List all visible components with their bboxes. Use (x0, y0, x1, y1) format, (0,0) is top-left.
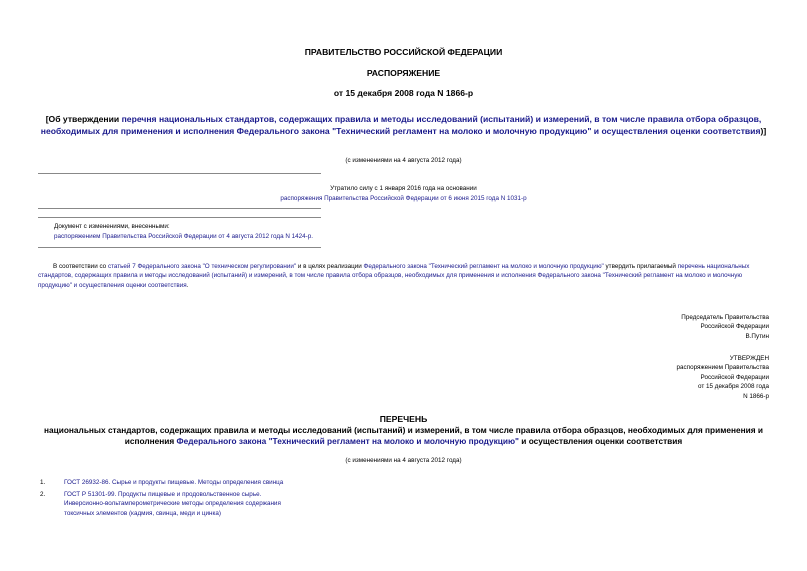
list-subtitle (38, 425, 769, 447)
void-notice-text: Утратило силу с 1 января 2016 года на основании (330, 185, 477, 192)
void-notice-link[interactable]: распоряжения Правительства Российской Федерации от 6 июня 2015 года N 1031-р (280, 195, 527, 202)
signature-name: В.Путин (745, 332, 769, 340)
list-subtitle-text: национальных стандартов, содержащих правила и методы исследований (испытаний) и измерений, в том числе правила отбора образцов, необходимых для применения и исполнения (44, 425, 763, 446)
approval-line: от 15 декабря 2008 года (698, 383, 769, 391)
divider (38, 217, 321, 218)
list-item-link[interactable]: ГОСТ 26932-86. Сырье и продукты пищевые. Методы определения свинца (64, 479, 284, 486)
changes-doc-text: Документ с изменениями, внесенными: (54, 223, 170, 230)
list-heading: ПЕРЕЧЕНЬ (379, 414, 428, 424)
approval-line: Российской Федерации (700, 373, 769, 381)
document-type: РАСПОРЯЖЕНИЕ (366, 68, 441, 78)
standards-list-link[interactable]: перечень национальных стандартов, содержащих правила и методы исследований (испытаний) и измерений, в том числе правила отбора образцов, необходимых для применения и исполнения Федерального закона "Технический регламент на молоко и молочную продукцию" и осуществления оценки соответствия (38, 263, 750, 289)
list-item-number: 1. (40, 479, 46, 486)
approval-line: распоряжением Правительства (676, 364, 769, 372)
list-subtitle-text: и осуществления оценки соответствия (518, 436, 683, 446)
approval-line: N 1866-р (743, 392, 769, 400)
law-article-link[interactable]: статьей 7 Федерального закона "О техническом регулировании" (107, 263, 297, 270)
signature-country: Российской Федерации (700, 323, 769, 331)
divider (38, 173, 321, 174)
divider (38, 208, 321, 209)
amendment-note: (с изменениями на 4 августа 2012 года) (345, 157, 462, 164)
changes-doc-link[interactable]: распоряжением Правительства Российской Федерации от 4 августа 2012 года N 1424-р. (54, 233, 313, 240)
federal-law-link[interactable]: Федерального закона "Технический регламент на молоко и молочную продукцию" (363, 263, 604, 270)
body-text: утвердить прилагаемый (603, 263, 678, 270)
approval-block (469, 354, 769, 401)
list-amendment-note: (с изменениями на 4 августа 2012 года) (345, 457, 462, 464)
title-open-bracket: [Об утверждении (45, 114, 122, 124)
signature-position: Председатель Правительства (681, 314, 769, 321)
document-title (38, 113, 769, 138)
body-text: . (186, 281, 189, 289)
body-text: В соответствии со (53, 263, 108, 270)
list-item-link[interactable]: ГОСТ Р 51301-99. Продукты пищевые и продовольственное сырье. Инверсионно-вольтамперометрические методы определения содержания токсичных элементов (кадмия, свинца, меди и цинка) (64, 491, 281, 517)
divider (38, 247, 321, 248)
body-text: и в целях реализации (296, 263, 364, 270)
title-link[interactable]: перечня национальных стандартов, содержащих правила и методы исследований (испытаний) и измерений, в том числе правила отбора образцов, необходимых для применения и исполнения Федерального закона "Технический регламент на молоко и молочную продукцию" и осуществления оценки соответствия (40, 114, 762, 137)
title-close-bracket: )] (760, 126, 767, 137)
signature-block (469, 313, 769, 341)
document-date-number: от 15 декабря 2008 года N 1866-р (333, 88, 474, 98)
approval-heading: УТВЕРЖДЕН (729, 355, 769, 362)
government-title: ПРАВИТЕЛЬСТВО РОССИЙСКОЙ ФЕДЕРАЦИИ (304, 47, 503, 57)
list-federal-law-link[interactable]: Федерального закона "Технический регламент на молоко и молочную продукцию" (176, 436, 519, 446)
list-item-number: 2. (40, 491, 46, 498)
body-paragraph (38, 262, 769, 290)
